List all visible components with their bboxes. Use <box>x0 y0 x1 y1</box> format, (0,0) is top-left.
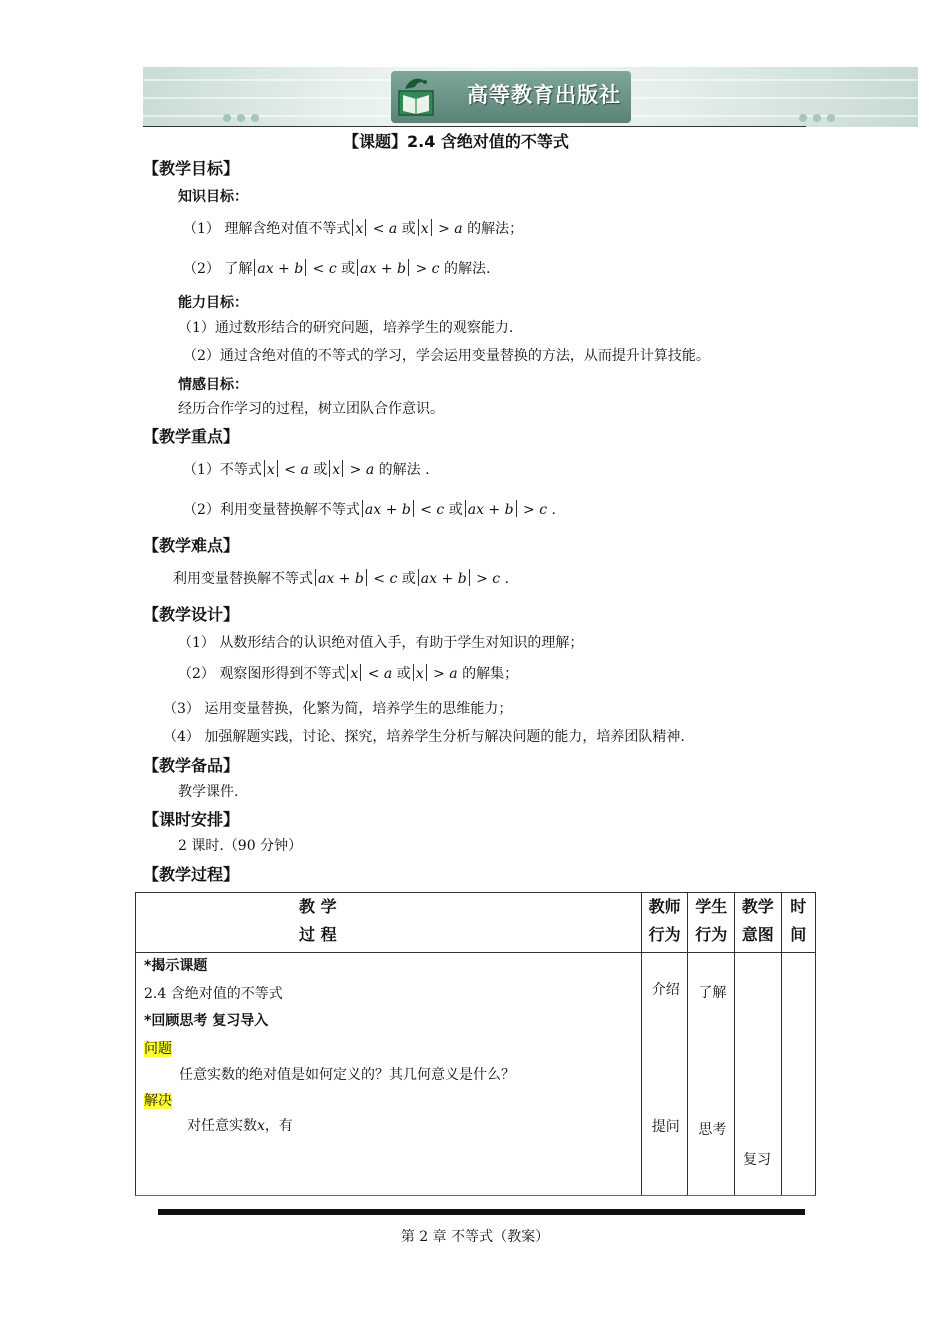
header-teacher-line-1: 教师 <box>648 897 681 916</box>
banner-dot <box>799 114 807 122</box>
math-a: a <box>388 221 398 237</box>
math-b: b <box>294 261 304 277</box>
materials-heading: 【教学备品】 <box>143 756 240 775</box>
banner-dot <box>251 114 259 122</box>
banner-dot <box>813 114 821 122</box>
knowledge-goal-1: （1） 理解含绝对值不等式 x < a 或 x > a 的解法； <box>183 221 524 237</box>
process-content-cell <box>136 953 642 1196</box>
abs-bar <box>315 569 316 586</box>
focus-item-1-suffix: 的解法 . <box>378 462 430 478</box>
question-text: 任意实数的绝对值是如何定义的？其几何意义是什么？ <box>179 1067 515 1083</box>
math-c: c <box>492 571 501 587</box>
student-action-cell <box>688 953 735 1196</box>
teacher-action-cell <box>641 953 688 1196</box>
math-x: x <box>355 221 364 237</box>
difficulty-heading: 【教学难点】 <box>143 536 240 555</box>
abs-bar <box>366 569 367 586</box>
math-a: a <box>454 221 463 237</box>
math-x: x <box>266 462 275 478</box>
difficulty-item-1: 利用变量替换解不等式 ax + b < c 或 ax + b > c . <box>173 571 510 587</box>
emotion-goal-1: 经历合作学习的过程，树立团队合作意识。 <box>178 401 444 417</box>
design-item-2: （2） 观察图形得到不等式 x < a 或 x > a 的解集； <box>178 666 519 682</box>
answer-var: x <box>257 1118 265 1134</box>
abs-bar <box>418 219 419 236</box>
goals-heading: 【教学目标】 <box>143 159 240 178</box>
abs-bar <box>305 259 306 276</box>
math-c: c <box>539 502 548 518</box>
abs-bar <box>352 219 353 236</box>
banner-dot <box>827 114 835 122</box>
header-process-line-1: 教 学 <box>299 897 337 916</box>
math-c: c <box>328 261 337 277</box>
math-b: b <box>504 502 514 518</box>
teacher-action-1: 介绍 <box>651 982 680 998</box>
header-student <box>688 893 735 953</box>
abs-bar <box>362 500 363 517</box>
abs-bar <box>342 460 343 477</box>
math-b: b <box>457 571 467 587</box>
difficulty-item-1-suffix: . <box>504 571 510 587</box>
header-process-line-2: 过 程 <box>299 925 337 944</box>
abs-bar <box>413 500 414 517</box>
banner-dot <box>223 114 231 122</box>
ability-goal-1: （1）通过数形结合的研究问题，培养学生的观察能力. <box>178 320 514 336</box>
abs-bar <box>365 219 366 236</box>
math-b: b <box>397 261 407 277</box>
math-a: a <box>383 666 393 682</box>
knowledge-goal-1-text: （1） 理解含绝对值不等式 <box>183 221 351 237</box>
header-time <box>781 893 815 953</box>
answer-tag-text: 解决 <box>144 1093 172 1109</box>
math-a: a <box>365 462 375 478</box>
design-heading: 【教学设计】 <box>143 605 240 624</box>
abs-bar <box>329 460 330 477</box>
design-item-2-text: （2） 观察图形得到不等式 <box>178 666 346 682</box>
abs-bar <box>516 500 517 517</box>
header-intent-line-2: 意图 <box>741 925 774 944</box>
answer-suffix: ，有 <box>264 1118 293 1134</box>
design-item-2-suffix: 的解集； <box>462 666 519 682</box>
knowledge-goal-2: （2） 了解 ax + b < c 或 ax + b > c 的解法. <box>183 261 491 277</box>
abs-bar <box>408 259 409 276</box>
ability-goal-2: （2）通过含绝对值的不等式的学习，学会运用变量替换的方法，从而提升计算技能。 <box>183 348 710 364</box>
process-table-row <box>136 953 816 1196</box>
teacher-action-2: 提问 <box>651 1119 680 1135</box>
math-c: c <box>389 571 398 587</box>
header-rule <box>143 126 806 127</box>
focus-item-2-text: （2）利用变量替换解不等式 <box>183 502 360 518</box>
topic-text: 2.4 含绝对值的不等式 <box>144 986 283 1002</box>
publisher-banner <box>143 67 918 127</box>
abs-bar <box>264 460 265 477</box>
publisher-name: 高等教育出版社 <box>467 83 621 107</box>
question-tag-text: 问题 <box>144 1041 172 1057</box>
abs-bar <box>277 460 278 477</box>
answer-prefix: 对任意实数 <box>187 1118 257 1134</box>
intent-1: 复习 <box>743 1152 771 1168</box>
answer-text <box>187 1115 293 1135</box>
math-ax: ax <box>360 261 377 277</box>
knowledge-goal-2-text: （2） 了解 <box>183 261 253 277</box>
materials-text: 教学课件. <box>178 784 239 800</box>
math-a: a <box>300 462 309 478</box>
math-x: x <box>415 666 424 682</box>
focus-item-1-text: （1）不等式 <box>183 462 262 478</box>
schedule-heading: 【课时安排】 <box>143 810 240 829</box>
student-action-2: 思考 <box>698 1122 727 1138</box>
abs-bar <box>431 219 432 236</box>
focus-item-2: （2）利用变量替换解不等式 ax + b < c 或 ax + b > c . <box>183 502 556 518</box>
math-x: x <box>420 221 429 237</box>
math-x: x <box>332 462 341 478</box>
time-cell <box>781 953 815 1196</box>
math-ax: ax <box>257 261 274 277</box>
abs-bar <box>413 664 414 681</box>
reveal-topic-label: *揭示课题 <box>144 958 208 974</box>
abs-bar <box>347 664 348 681</box>
math-ax: ax <box>467 502 484 518</box>
focus-item-1: （1）不等式 x < a 或 x > a 的解法 . <box>183 462 430 478</box>
header-teacher-line-2: 行为 <box>648 925 681 944</box>
ability-goals-heading: 能力目标： <box>178 295 248 311</box>
publisher-logo-icon <box>395 73 439 119</box>
knowledge-goal-2-suffix: 的解法. <box>443 261 491 277</box>
math-ax: ax <box>318 571 335 587</box>
abs-bar <box>357 259 358 276</box>
footer-rule <box>158 1209 805 1215</box>
lesson-title: 【课题】2.4 含绝对值的不等式 <box>343 132 569 151</box>
math-c: c <box>436 502 445 518</box>
math-x: x <box>350 666 359 682</box>
header-teacher <box>641 893 688 953</box>
math-b: b <box>401 502 411 518</box>
focus-item-2-suffix: . <box>551 502 556 518</box>
abs-bar <box>469 569 470 586</box>
header-intent <box>735 893 782 953</box>
design-item-3: （3） 运用变量替换，化繁为简，培养学生的思维能力； <box>163 701 513 717</box>
schedule-text: 2 课时.（90 分钟） <box>178 838 303 854</box>
knowledge-goals-heading: 知识目标： <box>178 189 248 205</box>
knowledge-goal-1-suffix: 的解法； <box>467 221 524 237</box>
math-b: b <box>354 571 364 587</box>
design-item-4: （4） 加强解题实践，讨论、探究，培养学生分析与解决问题的能力，培养团队精神. <box>163 729 685 745</box>
question-tag <box>144 1038 172 1058</box>
intent-cell <box>735 953 782 1196</box>
abs-bar <box>254 259 255 276</box>
difficulty-item-1-text: 利用变量替换解不等式 <box>173 571 313 587</box>
abs-bar <box>426 664 427 681</box>
process-table <box>135 892 816 1196</box>
math-ax: ax <box>364 502 382 518</box>
abs-bar <box>465 500 466 517</box>
banner-dot <box>237 114 245 122</box>
emotion-goals-heading: 情感目标： <box>178 377 248 393</box>
header-time-line-1: 时 <box>790 897 807 916</box>
abs-bar <box>360 664 361 681</box>
header-student-line-2: 行为 <box>695 925 728 944</box>
design-item-1: （1） 从数形结合的认识绝对值入手，有助于学生对知识的理解； <box>178 635 584 651</box>
header-time-line-2: 间 <box>790 925 807 944</box>
footer-text: 第 2 章 不等式（教案） <box>400 1229 550 1245</box>
header-student-line-1: 学生 <box>695 897 728 916</box>
math-ax: ax <box>420 571 438 587</box>
header-intent-line-1: 教学 <box>741 897 774 916</box>
focus-heading: 【教学重点】 <box>143 427 240 446</box>
process-heading: 【教学过程】 <box>143 865 240 884</box>
header-process <box>136 893 642 953</box>
answer-tag <box>144 1090 172 1110</box>
student-action-1: 了解 <box>698 985 727 1001</box>
math-c: c <box>431 261 440 277</box>
abs-bar <box>418 569 419 586</box>
math-a: a <box>449 666 458 682</box>
process-table-header-row <box>136 893 816 953</box>
review-label: *回顾思考 复习导入 <box>144 1013 269 1029</box>
